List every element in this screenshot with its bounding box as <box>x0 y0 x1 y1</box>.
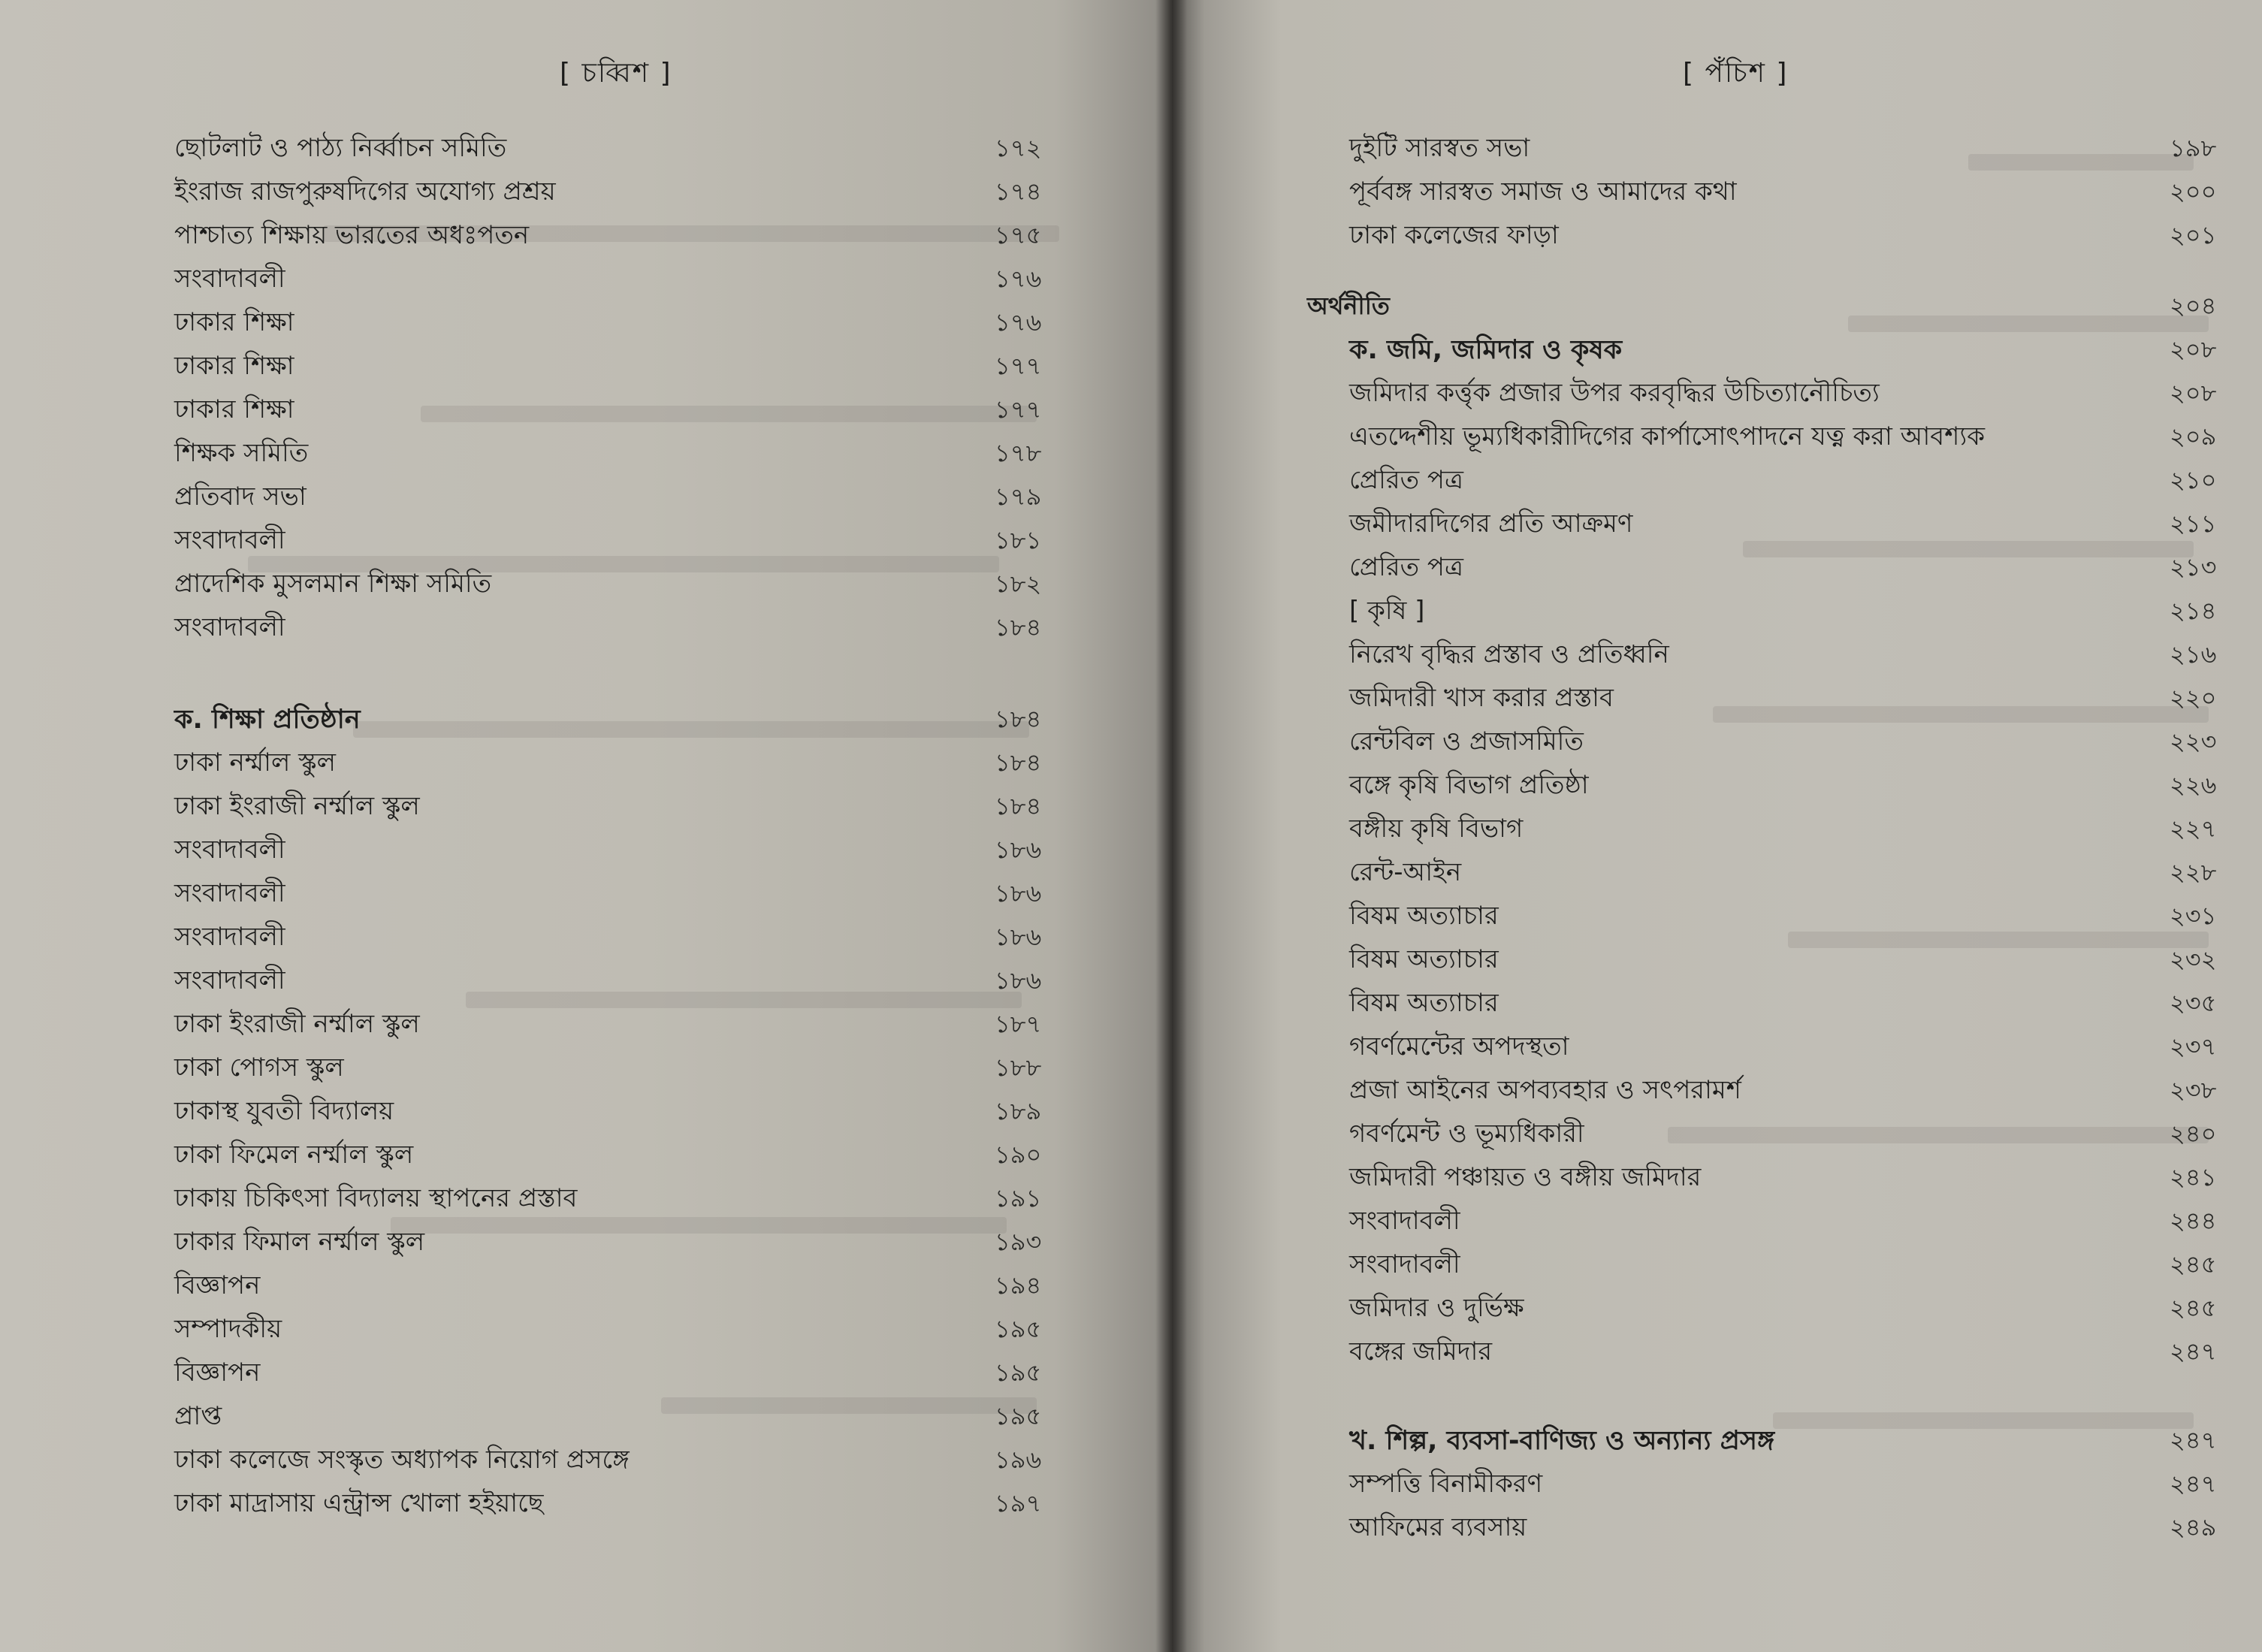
toc-entry <box>174 1265 1042 1309</box>
toc-entry-page: ২৪১ <box>2170 1163 2217 1191</box>
toc-entry-page: ১৭৯ <box>995 482 1042 511</box>
toc-entry-page: ১৯৫ <box>995 1402 1042 1430</box>
toc-entry-page: ১৯৮ <box>2170 134 2217 162</box>
toc-entry-page: ২৪৪ <box>2170 1207 2217 1235</box>
toc-entry <box>1349 808 2217 852</box>
toc-entry <box>1349 852 2217 895</box>
toc-entry <box>174 786 1042 829</box>
toc-entry-page: ১৮৪ <box>995 748 1042 777</box>
toc-entry-page: ২৩৮ <box>2170 1076 2217 1104</box>
toc-entry <box>174 1222 1042 1265</box>
toc-entry-title: ঢাকা কলেজে সংস্কৃত অধ্যাপক নিয়োগ প্রসঙ্গে <box>174 1444 630 1475</box>
toc-subheading-title: ক. জমি, জমিদার ও কৃষক <box>1349 334 1623 365</box>
toc-entry-title: ঢাকা নর্ম্মাল স্কুল <box>174 747 336 778</box>
toc-entry-title: ঢাকাস্থ যুবতী বিদ্যালয় <box>174 1095 394 1126</box>
toc-entry <box>174 1134 1042 1178</box>
toc-entry-page: ১৮৬ <box>995 879 1042 908</box>
toc-entry-title: সম্পাদকীয় <box>174 1313 282 1344</box>
toc-entry-page: ২৩৫ <box>2170 989 2217 1017</box>
toc-entry-page: ২১১ <box>2170 509 2217 538</box>
toc-entry-page: ১৯০ <box>995 1140 1042 1169</box>
toc-entry-page: ২০৯ <box>2170 422 2217 451</box>
toc-entry <box>1349 1331 2217 1375</box>
toc-entry <box>174 742 1042 786</box>
toc-entry-page: ১৯১ <box>995 1184 1042 1213</box>
toc-entry-title: জমিদারী পঞ্চায়ত ও বঙ্গীয় জমিদার <box>1349 1161 1702 1192</box>
toc-entry <box>1349 1244 2217 1288</box>
toc-entry <box>1349 373 2217 416</box>
toc-entry-page: ২২৬ <box>2170 771 2217 799</box>
toc-entry <box>174 1004 1042 1047</box>
toc-entry-title: আফিমের ব্যবসায় <box>1349 1512 1527 1542</box>
toc-entry-page: ১৯৪ <box>995 1271 1042 1300</box>
toc-entry-page: ২১৪ <box>2170 596 2217 625</box>
toc-entry-title: প্রেরিত পত্র <box>1349 464 1463 495</box>
toc-entry-page: ২৪৭ <box>2170 1337 2217 1366</box>
toc-entry <box>174 302 1042 346</box>
toc-entry <box>1349 939 2217 983</box>
toc-entry-title: জমিদার কর্ত্তৃক প্রজার উপর করবৃদ্ধির উচিত্যানৌচিত্য <box>1349 377 1880 408</box>
toc-subheading-title: খ. শিল্প, ব্যবসা-বাণিজ্য ও অন্যান্য প্রসঙ্গ <box>1349 1425 1775 1456</box>
toc-entry-title: বিজ্ঞাপন <box>174 1357 261 1388</box>
toc-entry <box>174 829 1042 873</box>
toc-entry-page: ১৭৭ <box>995 395 1042 424</box>
toc-entry <box>1349 634 2217 678</box>
toc-entry <box>1349 503 2217 547</box>
toc-entry <box>1349 460 2217 503</box>
toc-section-title: অর্থনীতি <box>1307 291 1390 320</box>
toc-entry-title: দুইটি সারস্বত সভা <box>1349 132 1530 163</box>
toc-entry-title: সংবাদাবলী <box>174 834 285 865</box>
page-header: [ চব্বিশ ] <box>560 58 672 89</box>
toc-entry <box>174 873 1042 917</box>
toc-entry-title: বিষম অত্যাচার <box>1349 900 1499 931</box>
toc-entry-page: ১৮১ <box>995 526 1042 554</box>
toc-entry <box>174 128 1042 171</box>
toc-entry-page: ১৭৪ <box>995 177 1042 206</box>
toc-entry-page: ১৮৪ <box>995 792 1042 820</box>
toc-entry-page: ১৭২ <box>995 134 1042 162</box>
toc-entry <box>174 1352 1042 1396</box>
toc-entry-page: ২২৮ <box>2170 858 2217 886</box>
toc-entry-title: শিক্ষক সমিতি <box>174 437 309 468</box>
toc-entry <box>174 520 1042 563</box>
toc-entry-title: এতদ্দেশীয় ভূম্যধিকারীদিগের কার্পাসোৎপাদনে যত্ন করা আবশ্যক <box>1349 421 1985 452</box>
page-header: [ পঁচিশ ] <box>1683 58 1789 89</box>
toc-entry <box>1349 721 2217 765</box>
toc-entry-page: ১৮৬ <box>995 923 1042 951</box>
toc-entry-page: ২২০ <box>2170 684 2217 712</box>
toc-entry <box>1349 1157 2217 1200</box>
toc-entry-title: সংবাদাবলী <box>174 965 285 995</box>
toc-entry-title: রেন্টবিল ও প্রজাসমিতি <box>1349 726 1584 757</box>
toc-entry-page: ১৯৫ <box>995 1358 1042 1387</box>
toc-entry-title: ঢাকায় চিকিৎসা বিদ্যালয় স্থাপনের প্রস্তাব <box>174 1182 578 1213</box>
toc-entry-page: ১৭৫ <box>995 221 1042 249</box>
toc-entry-page: ২৩২ <box>2170 945 2217 974</box>
toc-entry-page: ১৮৯ <box>995 1097 1042 1125</box>
toc-entry-page: ২০১ <box>2170 221 2217 249</box>
toc-entry-title: সংবাদাবলী <box>174 524 285 555</box>
toc-section <box>1307 285 2217 329</box>
toc-entry-page: ১৮২ <box>995 569 1042 598</box>
toc-entry-title: ইংরাজ রাজপুরুষদিগের অযোগ্য প্রশ্রয় <box>174 176 556 207</box>
toc-entry-page: ১৭৬ <box>995 264 1042 293</box>
toc-entry-title: জমিদার ও দুর্ভিক্ষ <box>1349 1292 1524 1323</box>
toc-entry <box>174 476 1042 520</box>
toc-entry-page: ২৩৭ <box>2170 1032 2217 1061</box>
toc-entry <box>174 346 1042 389</box>
toc-entry <box>1349 678 2217 721</box>
toc-entry-title: গবর্ণমেন্টের অপদস্থতা <box>1349 1031 1569 1062</box>
toc-entry-title: বিষম অত্যাচার <box>1349 987 1499 1018</box>
toc-entry-title: বঙ্গে কৃষি বিভাগ প্রতিষ্ঠা <box>1349 769 1589 800</box>
toc-entry <box>1349 215 2217 258</box>
toc-entry <box>174 1091 1042 1134</box>
toc-entry-title: ঢাকা কলেজের ফাড়া <box>1349 219 1559 250</box>
toc-entry-title: ঢাকার শিক্ষা <box>174 307 294 337</box>
toc-entry-page: ২৪৭ <box>2170 1469 2217 1498</box>
toc-entry <box>1349 1070 2217 1113</box>
toc-entry-page: ১৮৬ <box>995 835 1042 864</box>
toc-entry-title: প্রাপ্ত <box>174 1400 222 1431</box>
toc-entry-title: প্রাদেশিক মুসলমান শিক্ষা সমিতি <box>174 568 492 599</box>
toc-entry-page: ১৯৭ <box>995 1489 1042 1518</box>
toc-subheading-title: ক. শিক্ষা প্রতিষ্ঠান <box>174 704 361 735</box>
toc-entry <box>174 171 1042 215</box>
toc-entry-title: ঢাকার ফিমাল নর্ম্মাল স্কুল <box>174 1226 425 1257</box>
toc-entry-title: বিজ্ঞাপন <box>174 1270 261 1300</box>
toc-entry-title: পাশ্চাত্য শিক্ষায় ভারতের অধঃপতন <box>174 219 530 250</box>
toc-entry <box>1349 1463 2217 1507</box>
toc-entry <box>1349 895 2217 939</box>
toc-entry <box>1349 128 2217 171</box>
toc-entry <box>174 607 1042 651</box>
toc-entry-page: ২৪৯ <box>2170 1513 2217 1542</box>
toc-entry-title: বিষম অত্যাচার <box>1349 944 1499 974</box>
toc-entry <box>1349 1113 2217 1157</box>
toc-entry-title: [ কৃষি ] <box>1349 595 1425 626</box>
toc-entry-title: সংবাদাবলী <box>1349 1205 1460 1236</box>
toc-entry-page: ২৩১ <box>2170 902 2217 930</box>
toc-entry-title: সম্পত্তি বিনামীকরণ <box>1349 1468 1543 1499</box>
toc-entry <box>174 389 1042 433</box>
toc-entry <box>1349 1200 2217 1244</box>
toc-entry-title: ঢাকার শিক্ষা <box>174 350 294 381</box>
toc-subheading <box>1349 1420 2217 1463</box>
toc-entry <box>174 1396 1042 1439</box>
toc-entry-page: ১৮৪ <box>995 705 1042 733</box>
toc-entry-title: সংবাদাবলী <box>174 263 285 294</box>
toc-entry-page: ২১৩ <box>2170 553 2217 581</box>
toc-entry-title: সংবাদাবলী <box>174 612 285 642</box>
toc-entry <box>174 917 1042 960</box>
toc-entry-page: ১৮৬ <box>995 966 1042 995</box>
toc-entry-page: ১৭৬ <box>995 308 1042 337</box>
toc-entry-title: জমিদারী খাস করার প্রস্তাব <box>1349 682 1614 713</box>
toc-entry <box>1349 547 2217 590</box>
toc-entry-page: ১৮৭ <box>995 1010 1042 1038</box>
toc-entry-title: প্রেরিত পত্র <box>1349 551 1463 582</box>
toc-entry-page: ২২৭ <box>2170 814 2217 843</box>
toc-subheading <box>1349 329 2217 373</box>
toc-entry-page: ২২৩ <box>2170 727 2217 756</box>
toc-entry <box>1349 765 2217 808</box>
toc-entry-title: ঢাকা ইংরাজী নর্ম্মাল স্কুল <box>174 790 420 821</box>
toc-entry-page: ২০৮ <box>2170 335 2217 364</box>
toc-entry <box>174 1309 1042 1352</box>
toc-entry <box>174 1178 1042 1222</box>
toc-entry <box>174 215 1042 258</box>
toc-entry-page: ১৮৮ <box>995 1053 1042 1082</box>
toc-entry <box>1349 590 2217 634</box>
toc-entry <box>1349 1288 2217 1331</box>
toc-entry-title: বঙ্গীয় কৃষি বিভাগ <box>1349 813 1524 844</box>
toc-entry-title: গবর্ণমেন্ট ও ভূম্যধিকারী <box>1349 1118 1584 1149</box>
toc-subheading <box>174 699 1042 742</box>
toc-entry <box>174 960 1042 1004</box>
toc-entry-title: ছোটলাট ও পাঠ্য নির্ব্বাচন সমিতি <box>174 132 507 163</box>
toc-entry-page: ১৭৮ <box>995 439 1042 467</box>
toc-entry-title: রেন্ট-আইন <box>1349 856 1462 887</box>
toc-entry-title: প্রতিবাদ সভা <box>174 481 307 512</box>
toc-entry-page: ১৯৫ <box>995 1315 1042 1343</box>
toc-entry-page: ২৪৫ <box>2170 1294 2217 1322</box>
toc-entry <box>174 1439 1042 1483</box>
toc-entry-title: প্রজা আইনের অপব্যবহার ও সৎপরামর্শ <box>1349 1074 1741 1105</box>
toc-entry <box>174 258 1042 302</box>
toc-entry <box>1349 171 2217 215</box>
toc-entry-page: ২০৪ <box>2170 291 2217 320</box>
right-page <box>1172 0 2262 1652</box>
toc-entry-title: বঙ্গের জমিদার <box>1349 1336 1493 1367</box>
toc-entry-page: ২১৬ <box>2170 640 2217 669</box>
toc-entry-page: ২০০ <box>2170 177 2217 206</box>
toc-entry-title: সংবাদাবলী <box>174 877 285 908</box>
toc-entry-title: নিরেখ বৃদ্ধির প্রস্তাব ও প্রতিধ্বনি <box>1349 639 1669 669</box>
toc-entry <box>174 433 1042 476</box>
toc-entry-title: ঢাকা মাদ্রাসায় এন্ট্রান্স খোলা হইয়াছে <box>174 1487 544 1518</box>
book-gutter <box>1155 0 1187 1652</box>
toc-entry <box>174 1047 1042 1091</box>
toc-entry <box>1349 416 2217 460</box>
toc-entry-title: সংবাদাবলী <box>174 921 285 952</box>
toc-entry-page: ২০৮ <box>2170 379 2217 407</box>
toc-entry-title: ঢাকা ফিমেল নর্ম্মাল স্কুল <box>174 1139 414 1170</box>
toc-entry-title: পূর্ববঙ্গ সারস্বত সমাজ ও আমাদের কথা <box>1349 176 1737 207</box>
toc-entry <box>174 1483 1042 1527</box>
toc-entry-page: ১৮৪ <box>995 613 1042 642</box>
toc-entry-title: সংবাদাবলী <box>1349 1249 1460 1279</box>
toc-entry-page: ১৯৬ <box>995 1445 1042 1474</box>
toc-entry-title: ঢাকার শিক্ষা <box>174 394 294 424</box>
toc-entry-page: ১৭৭ <box>995 352 1042 380</box>
toc-entry-page: ২৪৫ <box>2170 1250 2217 1279</box>
toc-entry-page: ২১০ <box>2170 466 2217 494</box>
toc-entry-page: ২৪৭ <box>2170 1426 2217 1454</box>
toc-entry <box>1349 983 2217 1026</box>
toc-entry-title: জমীদারদিগের প্রতি আক্রমণ <box>1349 508 1633 539</box>
toc-entry <box>1349 1507 2217 1551</box>
toc-entry-page: ১৯৩ <box>995 1228 1042 1256</box>
toc-entry-page: ২৪০ <box>2170 1119 2217 1148</box>
toc-entry <box>174 563 1042 607</box>
toc-entry <box>1349 1026 2217 1070</box>
toc-entry-title: ঢাকা ইংরাজী নর্ম্মাল স্কুল <box>174 1008 420 1039</box>
toc-entry-title: ঢাকা পোগস স্কুল <box>174 1052 344 1083</box>
